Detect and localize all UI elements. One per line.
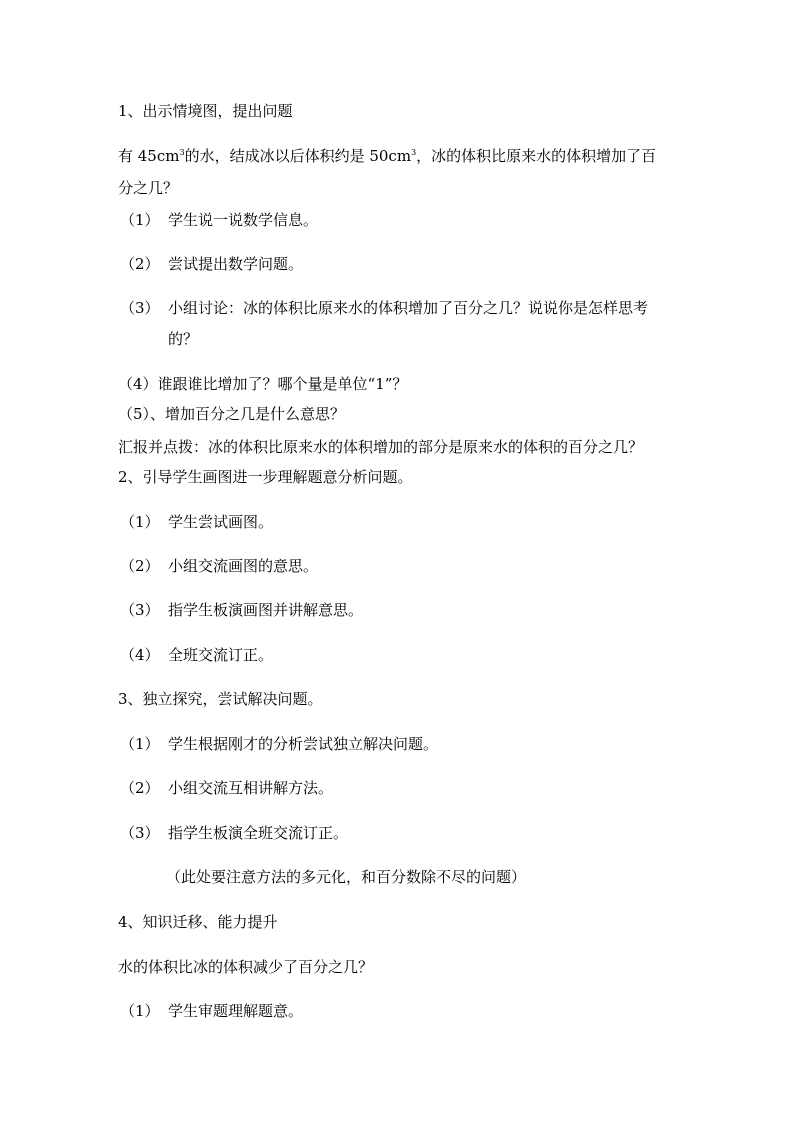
- question-5: （5）、增加百分之几是什么意思？: [118, 405, 346, 423]
- item-number: （3）: [120, 601, 160, 619]
- list-item: [120, 645, 273, 665]
- item-number: （4）: [120, 646, 160, 664]
- item-number: （2）: [120, 557, 160, 575]
- list-item: [120, 298, 648, 318]
- item-number: （1）: [120, 1002, 160, 1020]
- section-1-heading: 1、出示情境图，提出问题: [118, 102, 293, 120]
- list-item: [120, 1001, 303, 1021]
- item-number: （1）: [120, 211, 160, 229]
- list-item: [120, 778, 333, 798]
- list-item-cont: 的？: [168, 330, 199, 348]
- item-number: （3）: [120, 824, 160, 842]
- item-text: 指学生板演全班交流订正。: [168, 824, 349, 842]
- superscript-3: 3: [179, 148, 185, 157]
- item-number: （3）: [120, 299, 160, 317]
- item-text: 学生审题理解题意。: [168, 1002, 304, 1020]
- item-number: （1）: [120, 513, 160, 531]
- list-item: [120, 210, 318, 230]
- item-number: （2）: [120, 779, 160, 797]
- superscript-3: 3: [411, 148, 417, 157]
- list-item: [120, 734, 438, 754]
- summary-text: 汇报并点拨：冰的体积比原来水的体积增加的部分是原来水的体积的百分之几？: [118, 438, 644, 456]
- problem-text-c: ，冰的体积比原来水的体积增加了百: [416, 147, 657, 165]
- problem-text-b: 的水，结成冰以后体积约是 50cm: [184, 147, 412, 165]
- list-item: [120, 254, 303, 274]
- item-text: 学生根据刚才的分析尝试独立解决问题。: [168, 735, 439, 753]
- list-item: [120, 556, 318, 576]
- item-text: 指学生板演画图并讲解意思。: [168, 601, 364, 619]
- item-text: 学生说一说数学信息。: [168, 211, 319, 229]
- list-item: [120, 600, 363, 620]
- item-text: 尝试提出数学问题。: [168, 255, 304, 273]
- list-item: [120, 512, 273, 532]
- item-number: （2）: [120, 255, 160, 273]
- item-text: 小组交流互相讲解方法。: [168, 779, 334, 797]
- extension-question: 水的体积比冰的体积减少了百分之几？: [118, 958, 374, 976]
- list-item: [120, 823, 348, 843]
- item-text: 小组讨论：冰的体积比原来水的体积增加了百分之几？说说你是怎样思考: [168, 299, 649, 317]
- question-4: （4）谁跟谁比增加了？哪个量是单位“1”？: [118, 375, 408, 393]
- problem-text-a: 有 45cm: [118, 147, 180, 165]
- section-4-heading: 4、知识迁移、能力提升: [118, 913, 278, 931]
- item-text: 小组交流画图的意思。: [168, 557, 319, 575]
- item-text: 全班交流订正。: [168, 646, 274, 664]
- teaching-note: （此处要注意方法的多元化，和百分数除不尽的问题）: [166, 868, 527, 886]
- item-text: 学生尝试画图。: [168, 513, 274, 531]
- problem-statement: [118, 146, 656, 166]
- item-number: （1）: [120, 735, 160, 753]
- section-3-heading: 3、独立探究，尝试解决问题。: [118, 690, 323, 708]
- section-2-heading: 2、引导学生画图进一步理解题意分析问题。: [118, 468, 413, 486]
- problem-statement-cont: 分之几？: [118, 179, 179, 197]
